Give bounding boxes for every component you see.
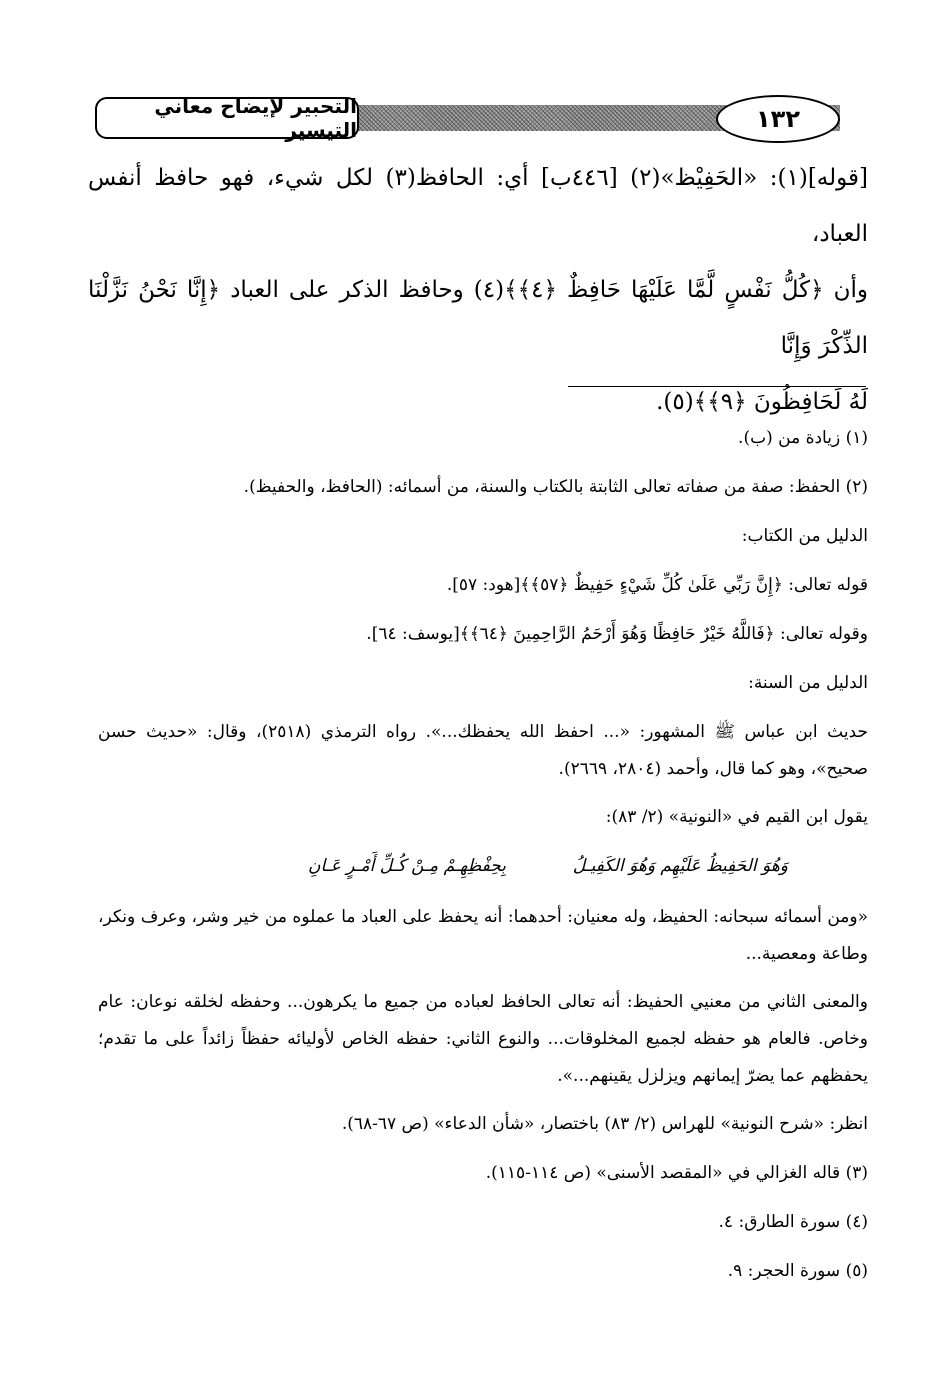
page-number: ١٣٢ — [716, 95, 840, 143]
verse-hud: قوله تعالى: ﴿إِنَّ رَبِّي عَلَىٰ كُلِّ شَيْءٍ حَفِيظٌ ﴿٥٧﴾﴾[هود: ٥٧]. — [446, 575, 868, 595]
footnote-4: (٤) سورة الطارق: ٤. — [718, 1212, 868, 1232]
footnote-divider — [568, 386, 866, 387]
poem-hemistich-right: وَهُوَ الحَفِيظُ عَلَيْهِم وَهُوَ الكَفِيـلُ — [572, 856, 788, 876]
quote-paragraph-1: «ومن أسمائه سبحانه: الحفيظ، وله معنيان: أحدهما: أنه يحفظ على العباد ما عملوه من خير وشر، وعرف ونكر، وطاعة ومعصية... — [98, 907, 868, 964]
main-text — [88, 150, 868, 430]
footnote-5: (٥) سورة الحجر: ٩. — [727, 1261, 868, 1281]
evidence-sunnah-heading: الدليل من السنة: — [748, 673, 868, 693]
main-text-line: لَهُ لَحَافِظُونَ ﴿٩﴾﴾(٥). — [656, 389, 868, 415]
evidence-book-heading: الدليل من الكتاب: — [741, 526, 868, 546]
reference-line: انظر: «شرح النونية» للهراس (٢/ ٨٣) باختصار، «شأن الدعاء» (ص ٦٧-٦٨). — [341, 1114, 868, 1134]
main-text-line: [قوله](١): «الحَفِيْظ»(٢) [٤٤٦ب] أي: الحافظ(٣) لكل شيء، فهو حافظ أنفس العباد، — [88, 165, 868, 247]
footnote-2: (٢) الحفظ: صفة من صفاته تعالى الثابتة بالكتاب والسنة، من أسمائه: (الحافظ، والحفيظ). — [243, 477, 868, 497]
book-title: التحبير لإيضاح معاني التيسير — [95, 97, 359, 139]
footnote-1: (١) زيادة من (ب). — [738, 428, 868, 448]
verse-yusuf: وقوله تعالى: ﴿فَاللَّهُ خَيْرٌ حَافِظًا وَهُوَ أَرْحَمُ الرَّاحِمِينَ ﴿٦٤﴾﴾[يوسف: ٦٤]. — [366, 624, 868, 644]
footnotes — [98, 420, 868, 1302]
ibn-qayyim-intro: يقول ابن القيم في «النونية» (٢/ ٨٣): — [605, 807, 868, 827]
page-header — [95, 95, 870, 143]
quote-paragraph-2: والمعنى الثاني من معنيي الحفيظ: أنه تعالى الحافظ لعباده من جميع ما يكرهون... وحفظه لخلقه نوعان: عام وخاص. فالعام هو حفظه لجميع المخلوقات... والنوع الثاني: حفظه الخاص لأوليائه حفظاً زائداً على ما تقدم؛ يحفظهم عما يضرّ إيمانهم ويزلزل يقينهم...». — [98, 992, 868, 1086]
poem-verse — [98, 848, 868, 885]
hadith-text: حديث ابن عباس ﷺ المشهور: «... احفظ الله يحفظك...». رواه الترمذي (٢٥١٨)، وقال: «حديث حسن صحيح»، وهو كما قال، وأحمد (٢٨٠٤، ٢٦٦٩). — [98, 722, 868, 779]
footnote-3: (٣) قاله الغزالي في «المقصد الأسنى» (ص ١١٤-١١٥). — [485, 1163, 868, 1183]
main-text-line: وأن ﴿كُلُّ نَفْسٍ لَّمَّا عَلَيْهَا حَافِظٌ ﴿٤﴾﴾(٤) وحافظ الذكر على العباد ﴿إِنَّا نَحْنُ نَزَّلْنَا الذِّكْرَ وَإِنَّا — [88, 277, 869, 359]
poem-hemistich-left: بِحِفْظِهِـمْ مِـنْ كُـلِّ أَمْـرٍ عَـانِ — [308, 856, 506, 876]
